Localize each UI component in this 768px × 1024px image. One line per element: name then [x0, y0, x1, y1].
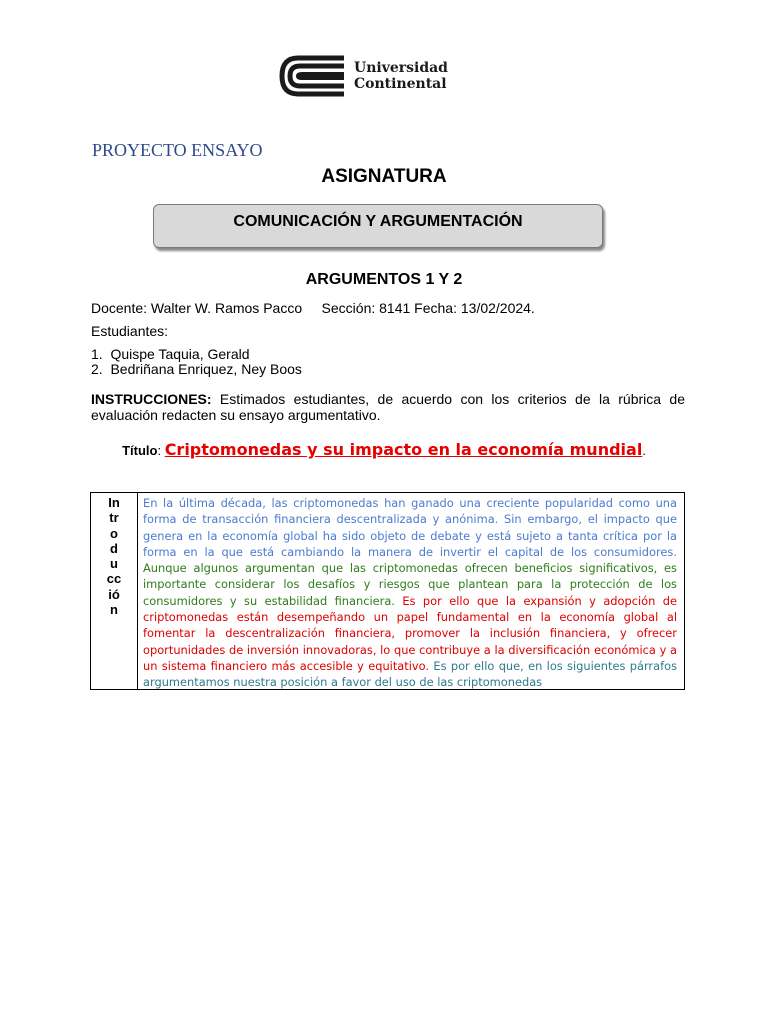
- intro-thesis-text: Es por ello que la expansión y adopción de criptomonedas están desempeñando un papel fundamental en la economía global al fomentar la descentralización financiera, promover la inclusión financiera, y ofrecer oportunidades de inversión innovadoras, lo que contribuye a la diversificación económica y a un sistema financiero más accesible y equitativo.: [143, 593, 678, 673]
- label-fragment: o: [110, 525, 118, 541]
- students-label: Estudiantes:: [91, 323, 169, 339]
- logo-line-1: Universidad: [354, 60, 448, 76]
- university-emblem-icon: [278, 54, 346, 98]
- label-fragment: tr: [109, 510, 119, 526]
- title-end: .: [642, 443, 646, 458]
- logo-line-2: Continental: [354, 76, 447, 92]
- label-fragment: d: [110, 540, 118, 556]
- intro-transition-text: Es por ello que, en los siguientes párrafos argumentamos nuestra posición a favor del uso de las criptomonedas: [143, 658, 678, 690]
- label-fragment: cc: [106, 571, 122, 587]
- instructions-text: Estimados estudiantes, de acuerdo con los criterios de la rúbrica de evaluación redacten su ensayo argumentativo.: [91, 391, 685, 423]
- instructions-label: INSTRUCCIONES:: [91, 391, 212, 407]
- introduction-table: [90, 492, 685, 690]
- essay-title-line: [0, 440, 768, 460]
- subject-heading: ASIGNATURA: [321, 166, 447, 187]
- title-colon: :: [157, 443, 165, 458]
- label-fragment: u: [110, 556, 118, 572]
- intro-context-text: En la última década, las criptomonedas han ganado una creciente popularidad como una forma de transacción financiera descentralizada y anónima. Sin embargo, el impacto que genera en la economía global ha sido objeto de debate y está sujeto a tanta crítica por la forma en la que está cambiando la manera de invertir el capital de los consumidores.: [143, 496, 677, 559]
- label-fragment: n: [110, 602, 118, 618]
- student-item: 2. Bedriñana Enriquez, Ney Boos: [91, 361, 302, 377]
- teacher-section-date: Docente: Walter W. Ramos Pacco Sección: 8141 Fecha: 13/02/2024.: [91, 300, 535, 316]
- project-title: PROYECTO ENSAYO: [92, 140, 263, 160]
- table-divider: [137, 493, 138, 689]
- introduction-label: [91, 495, 137, 617]
- instructions: [91, 391, 685, 423]
- student-item: 1. Quispe Taquia, Gerald: [91, 346, 250, 362]
- course-name: COMUNICACIÓN Y ARGUMENTACIÓN: [233, 213, 523, 230]
- title-label: Título: [122, 443, 158, 458]
- label-fragment: ió: [108, 586, 120, 602]
- university-logo: [278, 54, 458, 98]
- label-fragment: In: [108, 495, 120, 510]
- university-wordmark: [354, 60, 448, 92]
- course-banner: [153, 204, 603, 248]
- intro-counterargument-text: Aunque algunos argumentan que las criptomonedas ofrecen beneficios significativos, es importante considerar los desafíos y riesgos que plantean para la protección de los consumidores y su estabilidad financiera.: [143, 561, 677, 608]
- section-title: ARGUMENTOS 1 Y 2: [305, 271, 463, 288]
- introduction-paragraph: [143, 495, 677, 691]
- essay-title: Criptomonedas y su impacto en la economía mundial: [164, 440, 643, 459]
